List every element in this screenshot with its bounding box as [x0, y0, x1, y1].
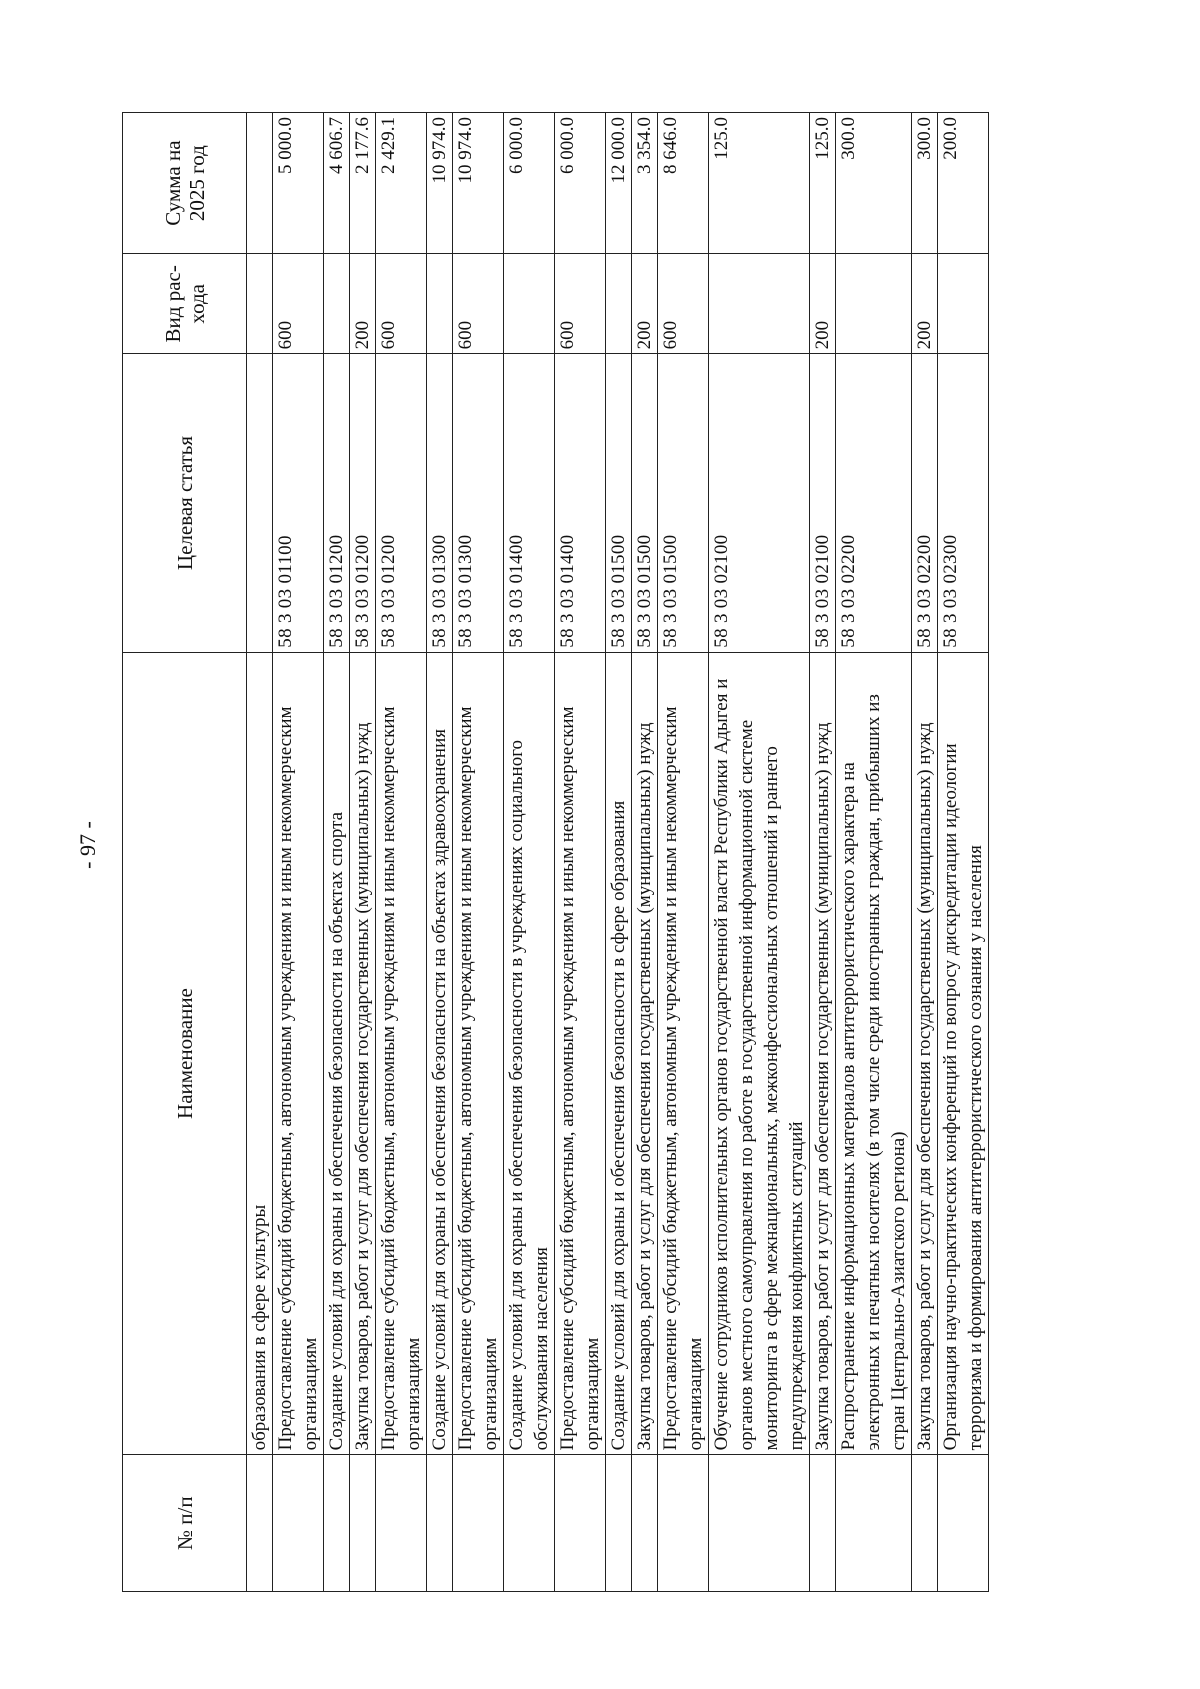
table-row	[273, 113, 324, 1592]
cell-name: Создание условий для охраны и обеспечения безопасности на объектах здравоохранения	[427, 652, 453, 1455]
cell-code: 58 3 03 01200	[324, 354, 350, 652]
cell-name: Предоставление субсидий бюджетным, автономным учреждениям и иным некоммерческим организациям	[658, 652, 709, 1455]
cell-sum: 125.0	[810, 113, 836, 254]
cell-code: 58 3 03 01300	[453, 354, 504, 652]
table-row	[376, 113, 427, 1592]
cell-sum: 8 646.0	[658, 113, 709, 254]
table-row	[504, 113, 555, 1592]
cell-num	[632, 1455, 658, 1592]
header-sum: Сумма на 2025 год	[123, 113, 247, 254]
table-row	[810, 113, 836, 1592]
cell-sum	[247, 113, 273, 254]
cell-sum: 4 606.7	[324, 113, 350, 254]
cell-name: Закупка товаров, работ и услуг для обеспечения государственных (муниципальных) нужд	[912, 652, 938, 1455]
cell-num	[427, 1455, 453, 1592]
cell-code: 58 3 03 01500	[632, 354, 658, 652]
cell-code: 58 3 03 01400	[555, 354, 606, 652]
header-name: Наименование	[123, 652, 247, 1455]
table-row	[709, 113, 810, 1592]
cell-name: Создание условий для охраны и обеспечения безопасности на объектах спорта	[324, 652, 350, 1455]
table-body	[247, 113, 989, 1592]
cell-code: 58 3 03 01200	[376, 354, 427, 652]
cell-type: 600	[555, 254, 606, 354]
cell-type	[836, 254, 912, 354]
cell-type: 600	[273, 254, 324, 354]
cell-name: Предоставление субсидий бюджетным, автономным учреждениям и иным некоммерческим организациям	[555, 652, 606, 1455]
table-row	[247, 113, 273, 1592]
cell-name: Создание условий для охраны и обеспечения безопасности в учреждениях социального обслуживания населения	[504, 652, 555, 1455]
cell-code	[247, 354, 273, 652]
table-row	[453, 113, 504, 1592]
cell-type: 200	[912, 254, 938, 354]
cell-sum: 2 177.6	[350, 113, 376, 254]
header-num: № п/п	[123, 1455, 247, 1592]
cell-type	[427, 254, 453, 354]
cell-sum: 6 000.0	[555, 113, 606, 254]
cell-sum: 12 000.0	[606, 113, 632, 254]
cell-code: 58 3 03 01100	[273, 354, 324, 652]
header-code: Целевая статья	[123, 354, 247, 652]
cell-type: 600	[658, 254, 709, 354]
cell-type	[247, 254, 273, 354]
cell-name: образования в сфере культуры	[247, 652, 273, 1455]
cell-code: 58 3 03 01400	[504, 354, 555, 652]
header-type: Вид рас- хода	[123, 254, 247, 354]
cell-code: 58 3 03 02200	[912, 354, 938, 652]
table-row	[350, 113, 376, 1592]
cell-name: Предоставление субсидий бюджетным, автономным учреждениям и иным некоммерческим организациям	[376, 652, 427, 1455]
cell-type	[504, 254, 555, 354]
cell-type: 600	[376, 254, 427, 354]
cell-num	[810, 1455, 836, 1592]
cell-num	[247, 1455, 273, 1592]
cell-code: 58 3 03 02200	[836, 354, 912, 652]
cell-num	[350, 1455, 376, 1592]
cell-sum: 10 974.0	[427, 113, 453, 254]
cell-code: 58 3 03 01200	[350, 354, 376, 652]
cell-name: Создание условий для охраны и обеспечения безопасности в сфере образования	[606, 652, 632, 1455]
cell-sum: 200.0	[938, 113, 989, 254]
cell-name: Предоставление субсидий бюджетным, автономным учреждениям и иным некоммерческим организациям	[273, 652, 324, 1455]
cell-sum: 10 974.0	[453, 113, 504, 254]
cell-num	[324, 1455, 350, 1592]
cell-name: Распространение информационных материалов антитеррористического характера на электронных и печатных носителях (в том числе среди иностранных граждан, прибывших из стран Центрально-Азиатского региона)	[836, 652, 912, 1455]
rotated-table-container	[122, 102, 1132, 1592]
cell-code: 58 3 03 02300	[938, 354, 989, 652]
cell-num	[658, 1455, 709, 1592]
cell-type: 200	[350, 254, 376, 354]
table-row	[427, 113, 453, 1592]
table-row	[632, 113, 658, 1592]
table-row	[606, 113, 632, 1592]
cell-name: Закупка товаров, работ и услуг для обеспечения государственных (муниципальных) нужд	[350, 652, 376, 1455]
cell-code: 58 3 03 02100	[810, 354, 836, 652]
budget-table	[122, 112, 989, 1592]
cell-num	[709, 1455, 810, 1592]
cell-sum: 5 000.0	[273, 113, 324, 254]
table-row	[324, 113, 350, 1592]
cell-num	[606, 1455, 632, 1592]
cell-type	[709, 254, 810, 354]
cell-name: Обучение сотрудников исполнительных органов государственной власти Республики Адыгея и органов местного самоуправления по работе в государственной информационной системе мониторинга в сфере межнациональных, межконфессиональных отношений и раннего предупреждения конфликтных ситуаций	[709, 652, 810, 1455]
table-row	[912, 113, 938, 1592]
cell-num	[555, 1455, 606, 1592]
table-header-row	[123, 113, 247, 1592]
cell-name: Закупка товаров, работ и услуг для обеспечения государственных (муниципальных) нужд	[810, 652, 836, 1455]
cell-type: 200	[632, 254, 658, 354]
cell-code: 58 3 03 01500	[658, 354, 709, 652]
cell-num	[912, 1455, 938, 1592]
cell-name: Организация научно-практических конференций по вопросу дискредитации идеологии терроризма и формирования антитеррористического сознания у населения	[938, 652, 989, 1455]
table-row	[938, 113, 989, 1592]
cell-name: Предоставление субсидий бюджетным, автономным учреждениям и иным некоммерческим организациям	[453, 652, 504, 1455]
table-row	[658, 113, 709, 1592]
cell-type: 600	[453, 254, 504, 354]
cell-num	[453, 1455, 504, 1592]
cell-sum: 125.0	[709, 113, 810, 254]
cell-sum: 2 429.1	[376, 113, 427, 254]
cell-sum: 300.0	[912, 113, 938, 254]
cell-type	[938, 254, 989, 354]
cell-sum: 300.0	[836, 113, 912, 254]
cell-name: Закупка товаров, работ и услуг для обеспечения государственных (муниципальных) нужд	[632, 652, 658, 1455]
cell-type: 200	[810, 254, 836, 354]
page-number: - 97 -	[75, 821, 100, 869]
cell-num	[504, 1455, 555, 1592]
cell-code: 58 3 03 01300	[427, 354, 453, 652]
cell-num	[273, 1455, 324, 1592]
cell-code: 58 3 03 02100	[709, 354, 810, 652]
cell-num	[376, 1455, 427, 1592]
table-row	[836, 113, 912, 1592]
cell-type	[606, 254, 632, 354]
cell-num	[938, 1455, 989, 1592]
cell-code: 58 3 03 01500	[606, 354, 632, 652]
cell-num	[836, 1455, 912, 1592]
cell-sum: 6 000.0	[504, 113, 555, 254]
cell-type	[324, 254, 350, 354]
cell-sum: 3 354.0	[632, 113, 658, 254]
table-row	[555, 113, 606, 1592]
